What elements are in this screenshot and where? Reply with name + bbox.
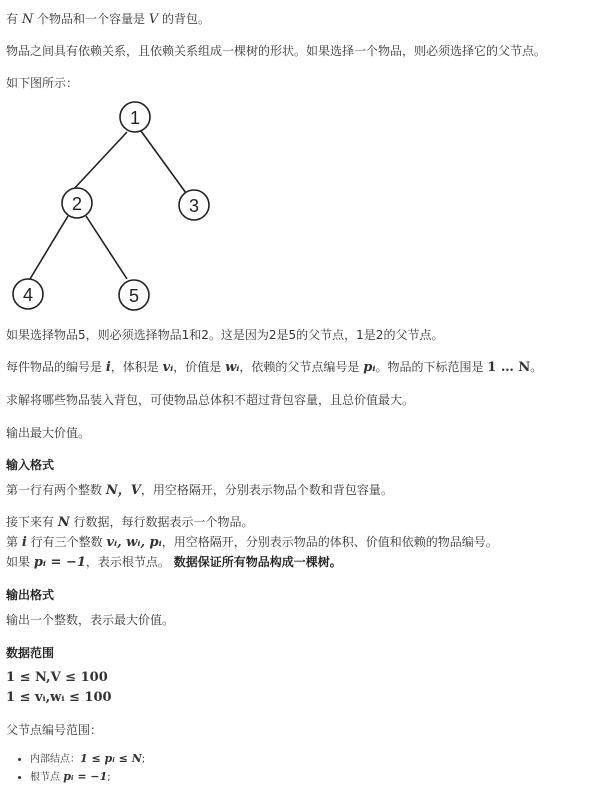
input-n-lines xyxy=(6,513,254,532)
text: 第 xyxy=(6,535,22,549)
input-first-line xyxy=(6,481,393,500)
text: 个物品和一个容量是 xyxy=(33,12,149,26)
text-strong: 数据保证所有物品构成一棵树。 xyxy=(173,555,342,569)
range-vw: 1 ≤ vᵢ,wᵢ ≤ 100 xyxy=(6,690,112,705)
text: 根节点 xyxy=(30,772,64,783)
math-i: i xyxy=(21,535,27,550)
intro-line xyxy=(6,10,210,29)
math-pi: pᵢ xyxy=(363,360,376,375)
text: 。 xyxy=(530,360,543,374)
text: ，体积是 xyxy=(110,360,163,374)
dependency-description: 物品之间具有依赖关系，且依赖关系组成一棵树的形状。如果选择一个物品，则必须选择它的父节点。 xyxy=(6,44,547,58)
text: ，价值是 xyxy=(173,360,226,374)
math-N: N xyxy=(21,12,34,27)
math-N: N xyxy=(57,515,70,530)
text: 行有三个整数 xyxy=(26,535,107,549)
math-range: 1 … N xyxy=(487,360,531,375)
text: 第一行有两个整数 xyxy=(6,483,106,497)
input-item-line xyxy=(6,533,498,552)
text: 的背包。 xyxy=(158,12,211,26)
range-nv: 1 ≤ N,V ≤ 100 xyxy=(6,670,108,685)
math-NV: N，V xyxy=(105,483,141,498)
tree-node-label: 3 xyxy=(188,196,200,216)
edge-1-2 xyxy=(72,132,127,191)
tree-node-label: 2 xyxy=(71,194,83,214)
text: ; xyxy=(141,754,146,765)
item-attributes-line xyxy=(6,358,542,377)
tree-node-label: 5 xyxy=(128,286,140,306)
text: ，用空格隔开，分别表示物品的体积、价值和依赖的物品编号。 xyxy=(161,535,498,549)
parent-range-label: 父节点编号范围： xyxy=(6,723,103,737)
math-vi: vᵢ xyxy=(162,360,174,375)
text: 。物品的下标范围是 xyxy=(375,360,488,374)
text: 内部结点： xyxy=(30,754,80,765)
data-range-heading: 数据范围 xyxy=(6,646,55,660)
text: ，用空格隔开，分别表示物品个数和背包容量。 xyxy=(140,483,393,497)
math-i: i xyxy=(105,360,111,375)
text: 行数据，每行数据表示一个物品。 xyxy=(69,515,254,529)
edge-2-4 xyxy=(30,216,68,279)
math-V: V xyxy=(148,12,159,27)
edge-2-5 xyxy=(86,216,127,279)
text: 接下来有 xyxy=(6,515,58,529)
output-instruction: 输出最大价值。 xyxy=(6,426,91,440)
output-description: 输出一个整数，表示最大价值。 xyxy=(6,613,175,627)
math-root: pᵢ = −1 xyxy=(63,770,108,783)
dependency-tree-diagram xyxy=(6,97,226,312)
edge-1-3 xyxy=(141,131,186,193)
input-format-heading: 输入格式 xyxy=(6,458,55,472)
figure-caption: 如下图所示： xyxy=(6,76,79,90)
list-item xyxy=(30,750,145,768)
text: ; xyxy=(107,772,111,783)
text: ，依赖的父节点编号是 xyxy=(239,360,364,374)
math-vwp: vᵢ, wᵢ, pᵢ xyxy=(106,535,162,550)
math-wi: wᵢ xyxy=(225,360,240,375)
list-item xyxy=(30,768,145,786)
goal-line: 求解将哪些物品装入背包，可使物品总体积不超过背包容量，且总价值最大。 xyxy=(6,393,415,407)
text: 如果 xyxy=(6,555,34,569)
text: ，表示根节点。 xyxy=(85,555,174,569)
text: 每件物品的编号是 xyxy=(6,360,106,374)
tree-node-label: 4 xyxy=(22,285,34,305)
parent-range-list xyxy=(16,750,145,786)
tree-node-label: 1 xyxy=(129,108,141,128)
math-pi-root: pᵢ = −1 xyxy=(33,555,86,570)
math-internal-range: 1 ≤ pᵢ ≤ N xyxy=(80,752,142,765)
example-explanation: 如果选择物品5，则必须选择物品1和2。这是因为2是5的父节点，1是2的父节点。 xyxy=(6,328,444,342)
input-root-line xyxy=(6,553,342,572)
text: 有 xyxy=(6,12,22,26)
output-format-heading: 输出格式 xyxy=(6,588,55,602)
